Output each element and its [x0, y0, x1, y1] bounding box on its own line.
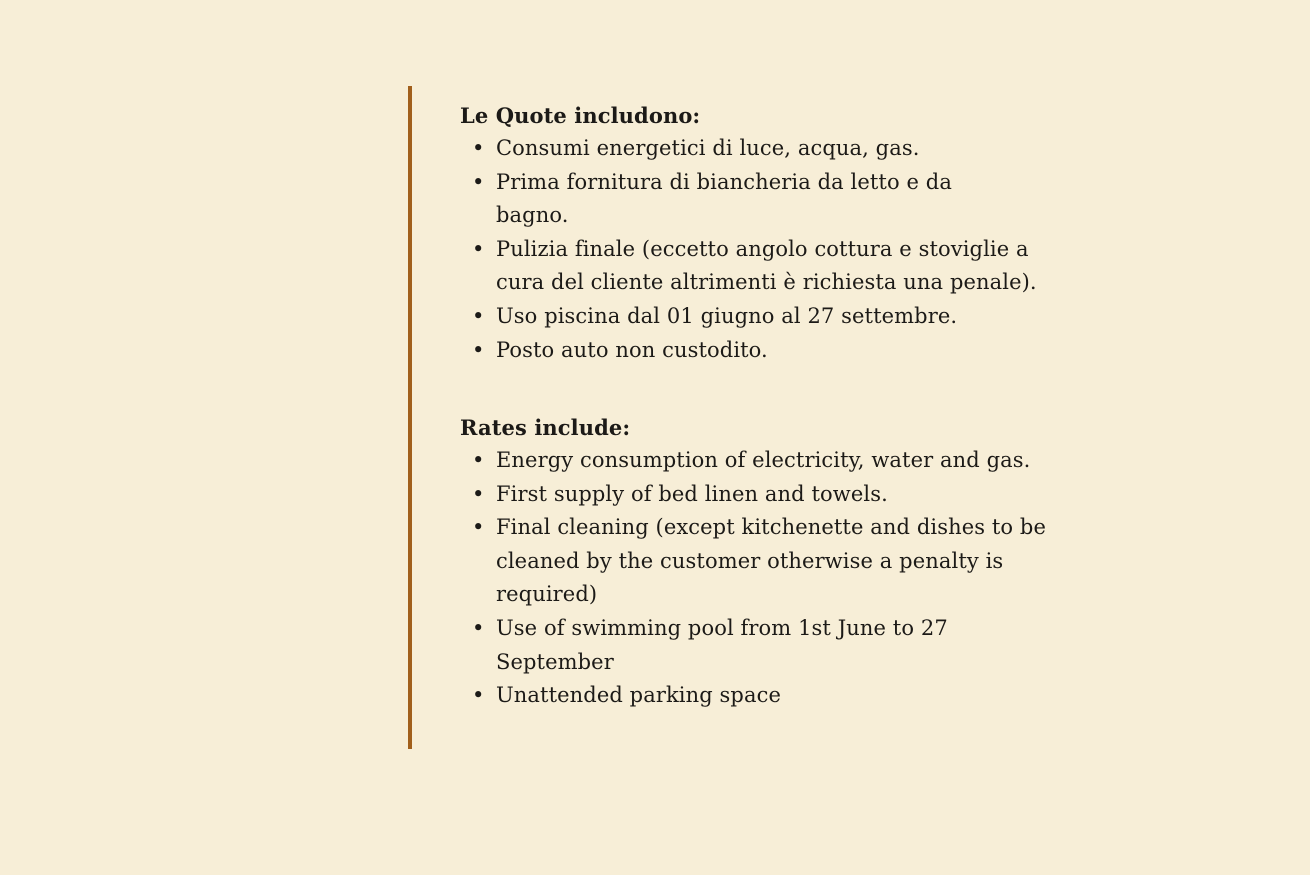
italian-rates-list: [460, 132, 1080, 367]
list-item-text: Prima fornitura di biancheria da letto e da bagno.: [496, 169, 952, 228]
rates-panel: [408, 86, 1088, 749]
bullet-icon: •: [472, 515, 485, 540]
bullet-icon: •: [472, 337, 485, 362]
list-item: [460, 444, 1071, 478]
list-item: [460, 679, 1071, 713]
list-item-text: Pulizia finale (eccetto angolo cottura e stoviglie a cura del cliente altrimenti è richiesta una penale).: [496, 236, 1037, 295]
bullet-icon: •: [472, 448, 485, 472]
list-item: [460, 478, 1071, 512]
bullet-icon: •: [472, 683, 485, 708]
list-item: [460, 300, 1080, 334]
english-rates-section: [460, 414, 1080, 713]
bullet-icon: •: [472, 136, 485, 160]
bullet-icon: •: [472, 169, 485, 194]
english-rates-heading: Rates include:: [460, 415, 631, 440]
list-item-text: Energy consumption of electricity, water and gas.: [496, 448, 1031, 472]
list-item: [460, 612, 1071, 679]
list-item: [460, 334, 1080, 368]
list-item: [460, 233, 1080, 300]
bullet-icon: •: [472, 303, 485, 328]
list-item-text: First supply of bed linen and towels.: [496, 481, 888, 506]
bullet-icon: •: [472, 481, 485, 506]
list-item-text: Consumi energetici di luce, acqua, gas.: [496, 136, 920, 160]
list-item: [460, 132, 1080, 166]
list-item: [460, 511, 1071, 612]
english-rates-list: [460, 444, 1080, 713]
list-item-text: Final cleaning (except kitchenette and dishes to be cleaned by the customer otherwise a penalty is required): [496, 515, 1047, 607]
bullet-icon: •: [472, 236, 485, 261]
list-item-text: Unattended parking space: [496, 683, 781, 708]
italian-rates-section: [460, 102, 1080, 367]
list-item: [460, 166, 1016, 233]
list-item-text: Posto auto non custodito.: [496, 337, 768, 362]
list-item-text: Use of swimming pool from 1st June to 27 September: [496, 615, 948, 674]
bullet-icon: •: [472, 615, 485, 640]
list-item-text: Uso piscina dal 01 giugno al 27 settembre.: [496, 303, 958, 328]
italian-rates-heading: Le Quote includono:: [460, 103, 701, 128]
